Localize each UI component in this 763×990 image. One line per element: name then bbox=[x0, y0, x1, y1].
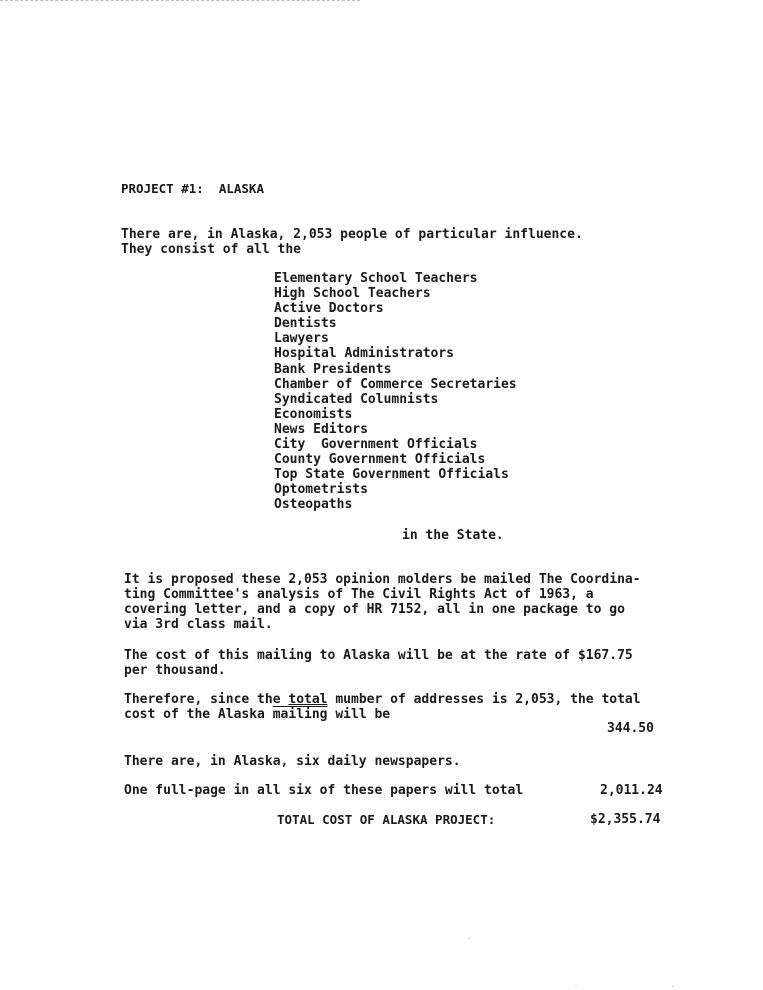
total-cost-value: $2,355.74 bbox=[590, 812, 661, 827]
intro-line-1: There are, in Alaska, 2,053 people of particular influence. bbox=[121, 227, 583, 242]
in-the-state-text: in the State. bbox=[402, 528, 504, 543]
fullpage-text: One full-page in all six of these papers will total bbox=[124, 783, 524, 798]
proposal-paragraph bbox=[124, 572, 734, 632]
scan-speck bbox=[468, 938, 470, 939]
list-item: County Government Officials bbox=[274, 452, 486, 468]
intro-line-2: They consist of all the bbox=[121, 242, 302, 257]
proposal-line-4: via 3rd class mail. bbox=[124, 617, 273, 632]
cost-paragraph bbox=[124, 648, 734, 678]
list-item: Elementary School Teachers bbox=[274, 271, 478, 286]
newspapers-text: There are, in Alaska, six daily newspapers. bbox=[124, 754, 461, 769]
overlined-mailing: mailing bbox=[272, 707, 328, 722]
list-item: Optometrists bbox=[274, 482, 368, 498]
list-item: Osteopaths bbox=[274, 497, 353, 513]
cost-line-2: per thousand. bbox=[124, 663, 226, 678]
therefore-text-b: mumber of addresses is 2,053, the total bbox=[327, 692, 641, 707]
therefore-line-1 bbox=[124, 692, 734, 707]
mailing-cost-amount: 344.50 bbox=[607, 721, 654, 736]
list-item: News Editors bbox=[274, 421, 368, 437]
therefore-line-2 bbox=[124, 707, 734, 722]
list-item: High School Teachers bbox=[274, 286, 431, 302]
fullpage-cost-amount: 2,011.24 bbox=[600, 783, 663, 798]
scan-speck bbox=[575, 986, 577, 987]
total-cost-label: TOTAL COST OF ALASKA PROJECT: bbox=[277, 812, 496, 827]
proposal-line-1: It is proposed these 2,053 opinion molders be mailed The Coordina- bbox=[124, 572, 641, 587]
therefore-text-c: cost of the Alaska bbox=[124, 707, 273, 722]
professions-list bbox=[274, 271, 517, 513]
list-item: Hospital Administrators bbox=[274, 346, 455, 362]
proposal-line-2: ting Committee's analysis of The Civil Rights Act of 1963, a bbox=[124, 587, 594, 602]
scan-border-dots bbox=[0, 0, 360, 3]
list-item: Dentists bbox=[274, 316, 337, 332]
list-item: Active Doctors bbox=[274, 301, 384, 317]
list-item: Lawyers bbox=[274, 331, 329, 347]
list-item: Top State Government Officials bbox=[274, 467, 509, 483]
page-title: PROJECT #1: ALASKA bbox=[121, 181, 264, 196]
underlined-total: total bbox=[288, 692, 328, 707]
list-item: Bank Presidents bbox=[274, 361, 392, 377]
list-item: Syndicated Columnists bbox=[274, 391, 439, 407]
list-item: Economists bbox=[274, 406, 353, 422]
proposal-line-3: covering letter, and a copy of HR 7152, all in one package to go bbox=[124, 602, 625, 617]
scan-speck bbox=[672, 986, 674, 987]
list-item: City Government Officials bbox=[274, 437, 478, 453]
therefore-text-a: Therefore, since the bbox=[124, 692, 289, 707]
therefore-text-d: will be bbox=[327, 707, 391, 722]
list-item: Chamber of Commerce Secretaries bbox=[274, 376, 517, 392]
cost-line-1: The cost of this mailing to Alaska will be at the rate of $167.75 bbox=[124, 648, 633, 663]
therefore-paragraph bbox=[124, 692, 734, 722]
